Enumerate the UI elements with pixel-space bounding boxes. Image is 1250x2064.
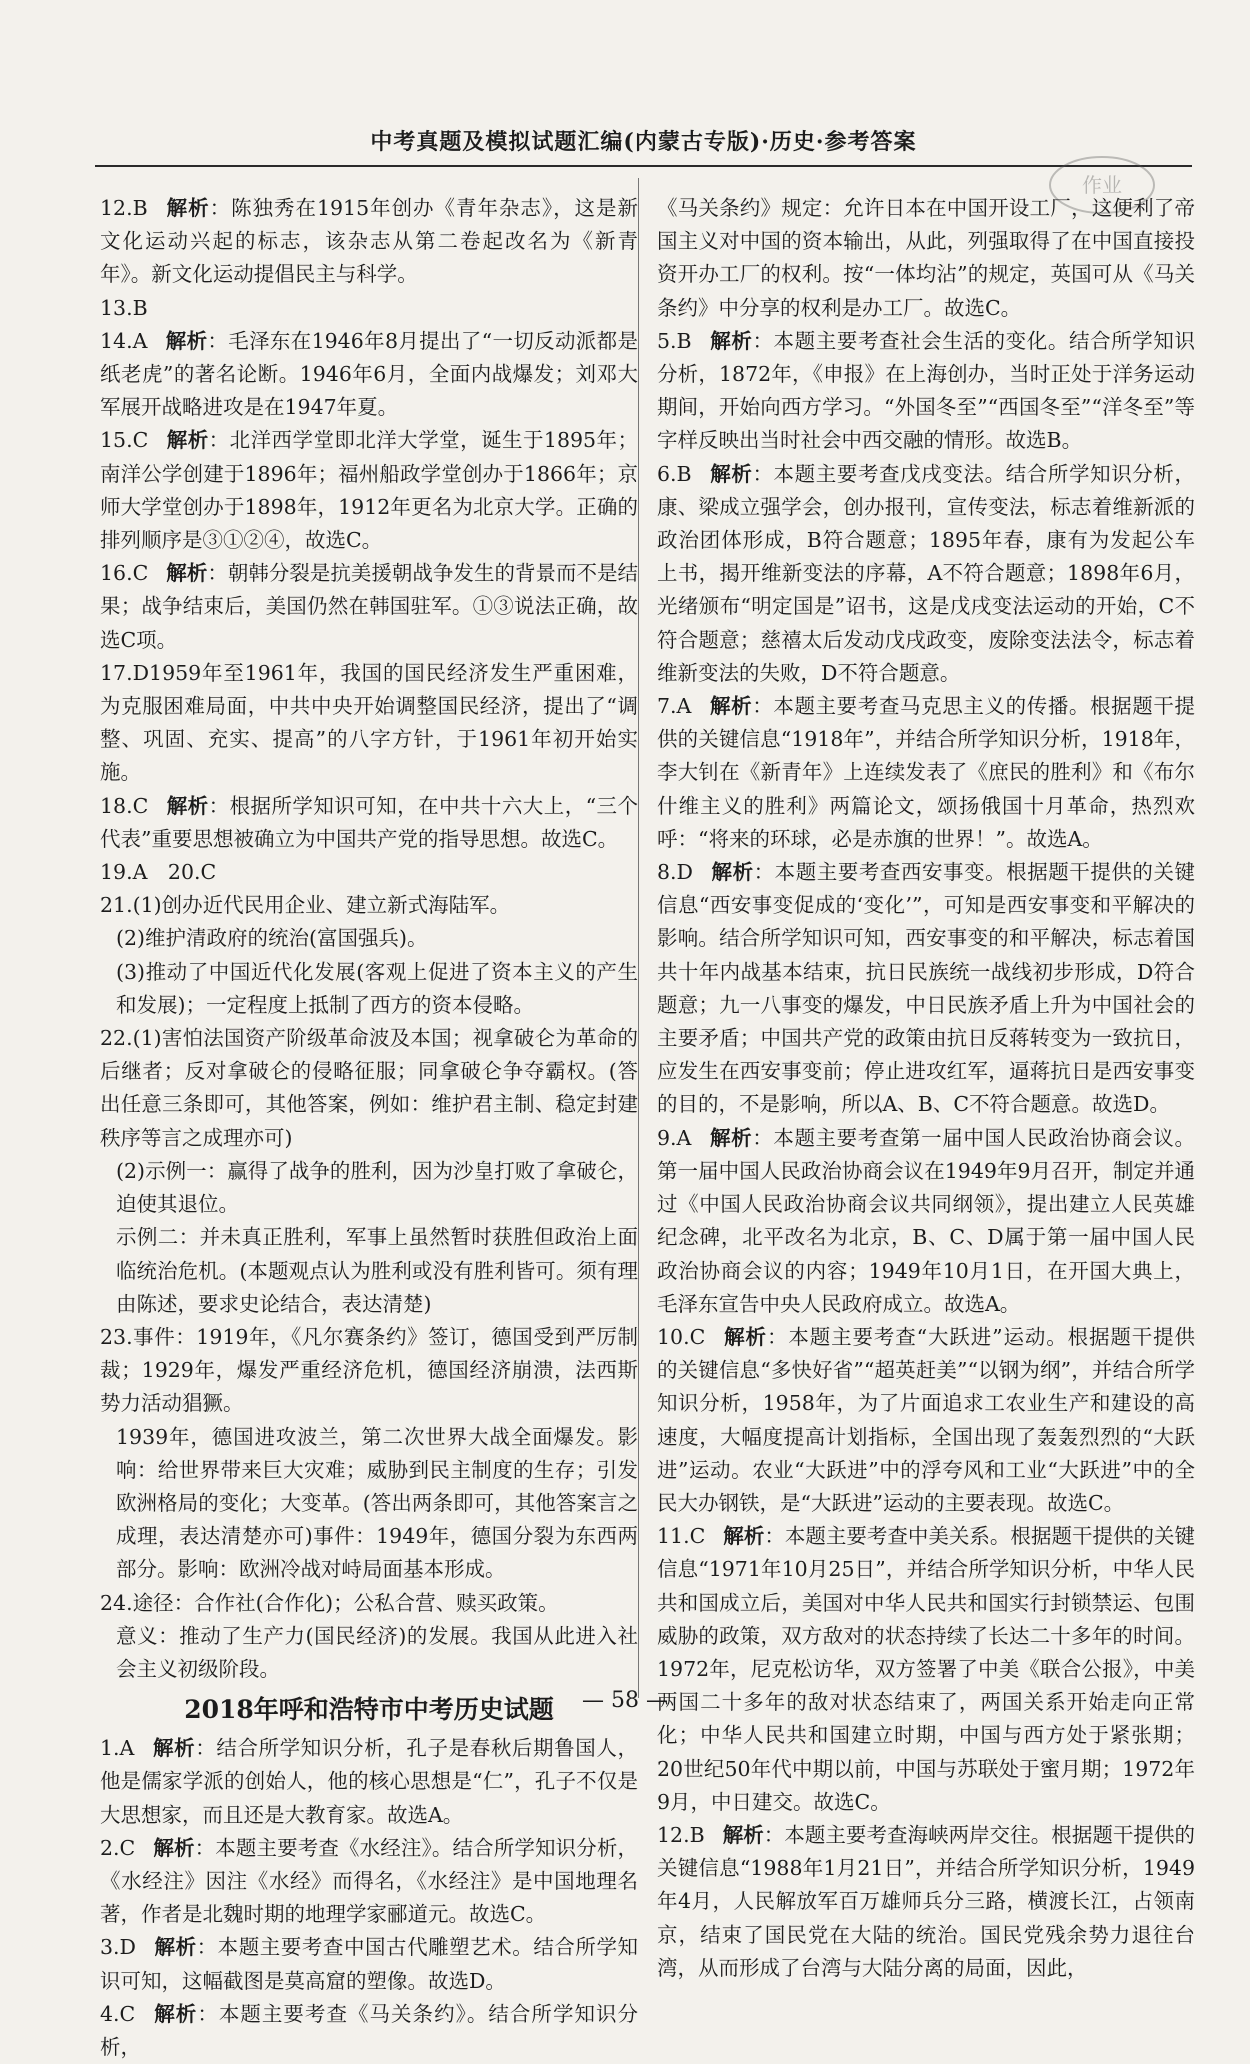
analysis-label: 解析 xyxy=(153,2001,198,2026)
answer-text: ：陈独秀在1915年创办《青年杂志》，这是新文化运动兴起的标志，该杂志从第二卷起改名为《新青年》。新文化运动提倡民主与科学。 xyxy=(100,196,639,287)
analysis-label: 解析 xyxy=(723,1524,765,1549)
answer-entry xyxy=(100,192,638,292)
answer-entry xyxy=(657,1122,1195,1321)
analysis-label: 解析 xyxy=(166,793,209,818)
section-title: 2018年呼和浩特市中考历史试题 xyxy=(184,1695,554,1725)
answer-number: 4.C xyxy=(100,2001,136,2026)
answer-text: (1)创办近代民用企业、建立新式海陆军。 xyxy=(132,893,511,918)
answer-text: ：本题主要考查中美关系。根据题干提供的关键信息“1971年10月25日”，并结合所学知识分析，中华人民共和国成立后，美国对中华人民共和国实行封锁禁运、包围威胁的政策，双方敌对的状态持续了长达二十多年的时间。1972年，尼克松访华，双方签署了中美《联合公报》，中美两国二十多年的敌对状态结束了，两国关系开始走向正常化；中华人民共和国建立时期，中国与西方处于紧张期；20世纪50年代中期以前，中国与苏联处于蜜月期；1972年9月，中日建交。故选C。 xyxy=(657,1524,1196,1814)
answer-number: 16.C xyxy=(100,561,149,586)
answer-text: 事件：1919年，《凡尔赛条约》签订，德国受到严厉制裁；1929年，爆发严重经济危机，德国经济崩溃，法西斯势力活动猖獗。 xyxy=(100,1324,638,1416)
answer-subpoint: (2)示例一：赢得了战争的胜利，因为沙皇打败了拿破仑，迫使其退位。 xyxy=(116,1158,638,1217)
answer-number: 5.B xyxy=(657,328,692,353)
answer-entry xyxy=(657,458,1195,690)
answer-text: ：本题主要考查第一届中国人民政治协商会议。第一届中国人民政治协商会议在1949年9月召开，制定并通过《中国人民政治协商会议共同纲领》，提出建立人民英雄纪念碑，北平改名为北京，B、C、D属于第一届中国人民政治协商会议的内容；1949年10月1日，在开国大典上，毛泽东宣告中央人民政府成立。故选A。 xyxy=(657,1125,1196,1316)
answer-number: 17.D xyxy=(100,660,150,685)
answer-number: 24. xyxy=(100,1590,133,1615)
answer-list-2017 xyxy=(100,192,638,1686)
page-number: — 58 — xyxy=(582,1688,668,1713)
answer-text: ：结合所学知识分析，孔子是春秋后期鲁国人，他是儒家学派的创始人，他的核心思想是“仁”，孔子不仅是大思想家，而且还是大教育家。故选A。 xyxy=(100,1736,639,1827)
answer-number: 12.B xyxy=(657,1822,705,1847)
answer-number: 9.A xyxy=(657,1125,692,1150)
answer-text: ：本题主要考查“大跃进”运动。根据题干提供的关键信息“多快好省”“超英赶美”“以钢为纲”，并结合所学知识分析，1958年，为了片面追求工农业生产和建设的高速度，大幅度提高计划指标，全国出现了轰轰烈烈的“大跃进”运动。农业“大跃进”中的浮夸风和工业“大跃进”中的全民大办钢铁，是“大跃进”运动的主要表现。故选C。 xyxy=(657,1324,1195,1515)
answer-entry xyxy=(100,424,638,557)
answer-entry xyxy=(100,1321,638,1587)
answer-entry xyxy=(657,1520,1195,1819)
answer-number: 18.C xyxy=(100,793,149,818)
analysis-label: 解析 xyxy=(166,428,209,453)
analysis-label: 解析 xyxy=(711,860,754,885)
answer-number: 19.A 20.C xyxy=(100,860,217,885)
answer-number: 8.D xyxy=(657,860,693,885)
answer-entry xyxy=(100,657,638,790)
answer-entry xyxy=(657,1819,1195,1985)
answer-text: ：本题主要考查中国古代雕塑艺术。结合所学知识可知，这幅截图是莫高窟的塑像。故选D。 xyxy=(100,1935,639,1993)
answer-text: 途径：合作社(合作化)；公私合营、赎买政策。 xyxy=(132,1590,559,1615)
analysis-label: 解析 xyxy=(165,328,208,353)
answer-number: 3.D xyxy=(100,1935,136,1960)
analysis-label: 解析 xyxy=(722,1822,764,1847)
answer-text: ：本题主要考查《马关条约》。结合所学知识分析， xyxy=(100,2001,639,2059)
answer-subpoint: (2)维护清政府的统治(富国强兵)。 xyxy=(116,926,428,951)
answer-entry xyxy=(657,325,1195,458)
analysis-label: 解析 xyxy=(153,1835,195,1860)
answer-entry xyxy=(657,690,1195,856)
header-rule xyxy=(95,165,1192,167)
answer-text: ：毛泽东在1946年8月提出了“一切反动派都是纸老虎”的著名论断。1946年6月，全面内战爆发；刘邓大军展开战略进攻是在1947年夏。 xyxy=(100,328,638,420)
answer-text: ：本题主要考查海峡两岸交往。根据题干提供的关键信息“1988年1月21日”，并结合所学知识分析，1949年4月，人民解放军百万雄师兵分三路，横渡长江，占领南京，结束了国民党在大陆的统治。国民党残余势力退往台湾，从而形成了台湾与大陆分离的局面，因此， xyxy=(657,1822,1196,1980)
answer-entry xyxy=(100,1931,638,1997)
analysis-label: 解析 xyxy=(152,1736,196,1761)
analysis-label: 解析 xyxy=(709,461,753,486)
answer-text: ：本题主要考查《水经注》。结合所学知识分析，《水经注》因注《水经》而得名，《水经注》是中国地理名著，作者是北魏时期的地理学家郦道元。故选C。 xyxy=(100,1835,638,1927)
answer-number: 1.A xyxy=(100,1736,135,1761)
answer-entry xyxy=(100,1587,638,1687)
answer-entry xyxy=(657,856,1195,1122)
answer-number: 15.C xyxy=(100,428,149,453)
answer-number: 6.B xyxy=(657,461,692,486)
answer-entry xyxy=(100,790,638,856)
answer-text: ：北洋西学堂即北洋大学堂，诞生于1895年；南洋公学创建于1896年；福州船政学堂创办于1866年；京师大学堂创办于1898年，1912年更名为北京大学。正确的排列顺序是③①②④，故选C。 xyxy=(100,428,639,553)
answer-list-2018 xyxy=(100,1732,638,2064)
answer-number: 12.B xyxy=(100,196,148,220)
answer-entry xyxy=(100,856,638,889)
analysis-label: 解析 xyxy=(154,1935,197,1960)
answer-number: 11.C xyxy=(657,1524,706,1549)
answer-text: 1959年至1961年，我国的国民经济发生严重困难，为克服困难局面，中共中央开始调整国民经济，提出了“调整、巩固、充实、提高”的八字方针，于1961年初开始实施。 xyxy=(100,660,638,785)
analysis-label: 解析 xyxy=(166,561,208,586)
answer-subpoint: 1939年，德国进攻波兰，第二次世界大战全面爆发。影响：给世界带来巨大灾难；威胁到民主制度的生存；引发欧洲格局的变化；大变革。(答出两条即可，其他答案言之成理，表达清楚亦可)事件：1949年，德国分裂为东西两部分。影响：欧洲冷战对峙局面基本形成。 xyxy=(116,1424,638,1582)
answer-number: 7.A xyxy=(657,694,692,719)
answer-number: 23. xyxy=(100,1324,133,1349)
answer-entry xyxy=(100,1732,638,1832)
analysis-label: 解析 xyxy=(709,694,753,719)
analysis-label: 解析 xyxy=(165,196,210,220)
answer-entry xyxy=(100,1832,638,1932)
analysis-label: 解析 xyxy=(709,328,753,353)
answer-text: ：本题主要考查马克思主义的传播。根据题干提供的关键信息“1918年”，并结合所学知识分析，1918年，李大钊在《新青年》上连续发表了《庶民的胜利》和《布尔什维主义的胜利》两篇论文，颂扬俄国十月革命，热烈欢呼：“将来的环球，必是赤旗的世界！”。故选A。 xyxy=(657,694,1196,851)
answer-text: ：朝韩分裂是抗美援朝战争发生的背景而不是结果；战争结束后，美国仍然在韩国驻军。①③说法正确，故选C项。 xyxy=(100,561,639,652)
analysis-label: 解析 xyxy=(709,1125,753,1150)
right-column xyxy=(657,192,1195,1985)
answer-text: ：本题主要考查社会生活的变化。结合所学知识分析，1872年，《申报》在上海创办，当时正处于洋务运动期间，开始向西方学习。“外国冬至”“西国冬至”“洋冬至”等字样反映出当时社会中西交融的情形。故选B。 xyxy=(657,328,1196,453)
analysis-label: 解析 xyxy=(723,1324,767,1349)
left-column xyxy=(100,192,638,2064)
answer-entry xyxy=(100,292,638,325)
answer-number: 2.C xyxy=(100,1835,136,1860)
answer-number: 22. xyxy=(100,1026,133,1051)
page-header: 中考真题及模拟试题汇编(内蒙古专版)·历史·参考答案 xyxy=(370,129,917,155)
answer-number: 21. xyxy=(100,893,133,918)
answer-subpoint: 示例二：并未真正胜利，军事上虽然暂时获胜但政治上面临统治危机。(本题观点认为胜利或没有胜利皆可。须有理由陈述，要求史论结合，表达清楚) xyxy=(116,1225,638,1316)
answer-list-2018-continued xyxy=(657,192,1195,1985)
answer-number: 10.C xyxy=(657,1324,706,1349)
answer-text: ：本题主要考查西安事变。根据题干提供的关键信息“西安事变促成的‘变化’”，可知是西安事变和平解决的影响。结合所学知识可知，西安事变的和平解决，标志着国共十年内战基本结束，抗日民族统一战线初步形成，D符合题意；九一八事变的爆发，中日民族矛盾上升为中国社会的主要矛盾；中国共产党的政策由抗日反蒋转变为一致抗日，应发生在西安事变前；停止进攻红军，逼蒋抗日是西安事变的目的，不是影响，所以A、B、C不符合题意。故选D。 xyxy=(657,860,1196,1117)
answer-text: ：根据所学知识可知，在中共十六大上，“三个代表”重要思想被确立为中国共产党的指导思想。故选C。 xyxy=(100,793,639,851)
answer-entry xyxy=(100,889,638,1022)
answer-number: 13.B xyxy=(100,295,148,320)
answer-text: (1)害怕法国资产阶级革命波及本国；视拿破仑为革命的后继者；反对拿破仑的侵略征服；同拿破仑争夺霸权。(答出任意三条即可，其他答案，例如：维护君主制、稳定封建秩序等言之成理亦可) xyxy=(100,1026,638,1150)
answer-subpoint: 意义：推动了生产力(国民经济)的发展。我国从此进入社会主义初级阶段。 xyxy=(116,1623,638,1681)
answer-entry xyxy=(100,325,638,425)
answer-entry xyxy=(657,192,1195,325)
answer-subpoint: (3)推动了中国近代化发展(客观上促进了资本主义的产生和发展)；一定程度上抵制了西方的资本侵略。 xyxy=(116,959,638,1017)
answer-number: 14.A xyxy=(100,328,148,353)
column-divider xyxy=(638,178,639,1698)
answer-text: 《马关条约》规定：允许日本在中国开设工厂，这便利了帝国主义对中国的资本输出，从此，列强取得了在中国直接投资开办工厂的权利。按“一体均沾”的规定，英国可从《马关条约》中分享的权利是办工厂。故选C。 xyxy=(657,196,1195,320)
answer-entry xyxy=(100,1998,638,2064)
stamp-text: 作业 xyxy=(1082,173,1122,197)
answer-text: ：本题主要考查戊戌变法。结合所学知识分析，康、梁成立强学会，创办报刊，宣传变法，标志着维新派的政治团体形成，B符合题意；1895年春，康有为发起公车上书，揭开维新变法的序幕，A不符合题意；1898年6月，光绪颁布“明定国是”诏书，这是戊戌变法运动的开始，C不符合题意；慈禧太后发动戊戌政变，废除变法法令，标志着维新变法的失败，D不符合题意。 xyxy=(657,461,1196,685)
answer-entry xyxy=(100,557,638,657)
answer-entry xyxy=(657,1321,1195,1520)
answer-entry xyxy=(100,1022,638,1321)
